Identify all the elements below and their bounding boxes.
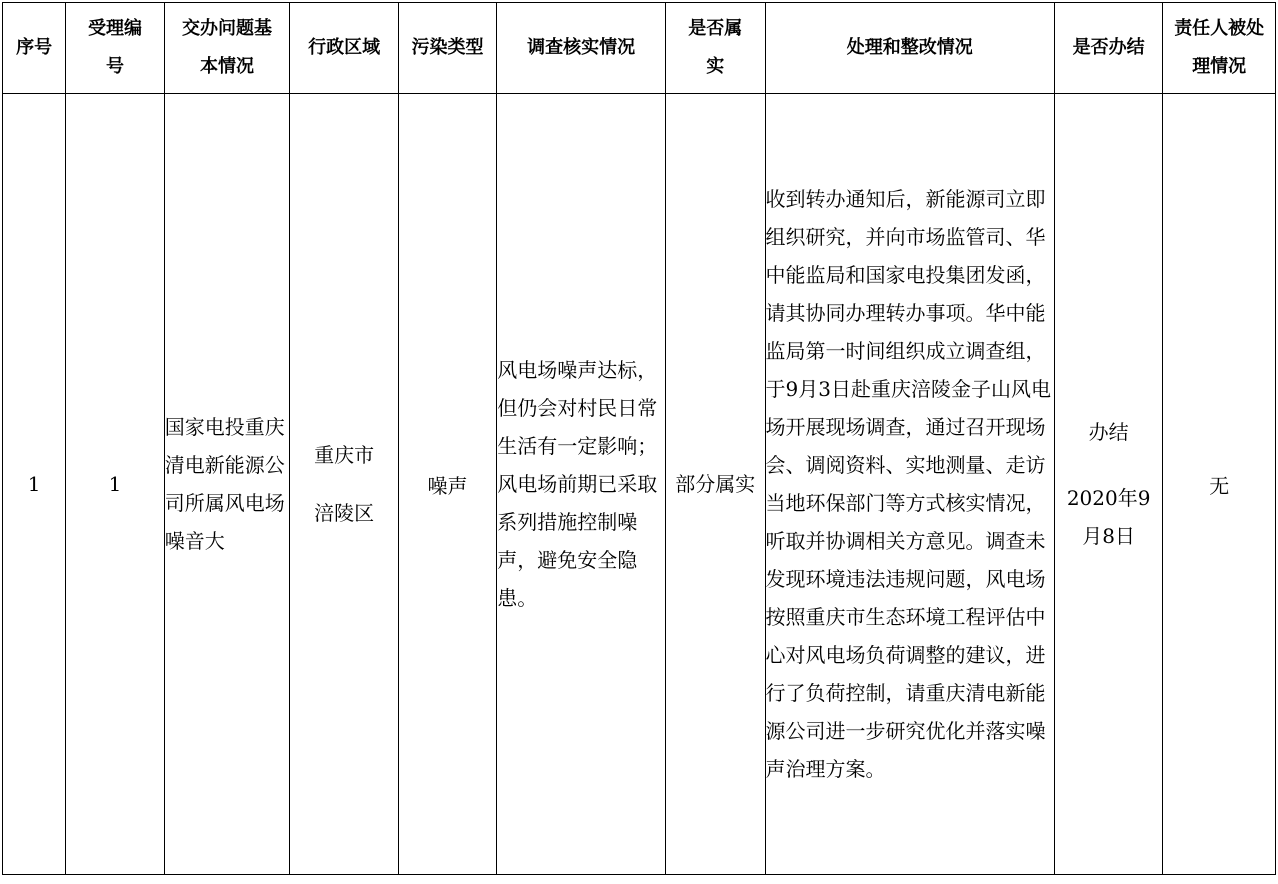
header-seq: 序号 (3, 3, 66, 94)
done-date: 2020年9月8日 (1066, 486, 1151, 548)
header-accept-no: 受理编号 (66, 3, 164, 94)
header-handling: 处理和整改情况 (765, 3, 1054, 94)
header-row (3, 3, 1276, 94)
region-city: 重庆市 (314, 443, 375, 467)
cell-is-done (1054, 94, 1163, 875)
header-pollution-type: 污染类型 (398, 3, 496, 94)
header-region: 行政区域 (290, 3, 399, 94)
report-table (2, 2, 1276, 875)
done-status: 办结 (1088, 420, 1129, 444)
cell-survey: 风电场噪声达标，但仍会对村民日常生活有一定影响；风电场前期已采取系列措施控制噪声，避免安全隐患。 (497, 94, 666, 875)
cell-is-true: 部分属实 (666, 94, 765, 875)
cell-seq: 1 (3, 94, 66, 875)
header-responsible: 责任人被处理情况 (1163, 3, 1276, 94)
header-survey: 调查核实情况 (497, 3, 666, 94)
header-issue: 交办问题基本情况 (164, 3, 290, 94)
cell-issue: 国家电投重庆清电新能源公司所属风电场噪音大 (164, 94, 290, 875)
table-row (3, 94, 1276, 875)
header-is-true: 是否属实 (666, 3, 765, 94)
cell-accept-no: 1 (66, 94, 164, 875)
cell-region (290, 94, 399, 875)
cell-responsible: 无 (1163, 94, 1276, 875)
region-district: 涪陵区 (314, 501, 375, 525)
cell-handling: 收到转办通知后，新能源司立即组织研究，并向市场监管司、华中能监局和国家电投集团发函，请其协同办理转办事项。华中能监局第一时间组织成立调查组，于9月3日赴重庆涪陵金子山风电场开展现场调查，通过召开现场会、调阅资料、实地测量、走访当地环保部门等方式核实情况，听取并协调相关方意见。调查未发现环境违法违规问题，风电场按照重庆市生态环境工程评估中心对风电场负荷调整的建议，进行了负荷控制，请重庆清电新能源公司进一步研究优化并落实噪声治理方案。 (765, 94, 1054, 875)
header-is-done: 是否办结 (1054, 3, 1163, 94)
cell-pollution-type: 噪声 (398, 94, 496, 875)
